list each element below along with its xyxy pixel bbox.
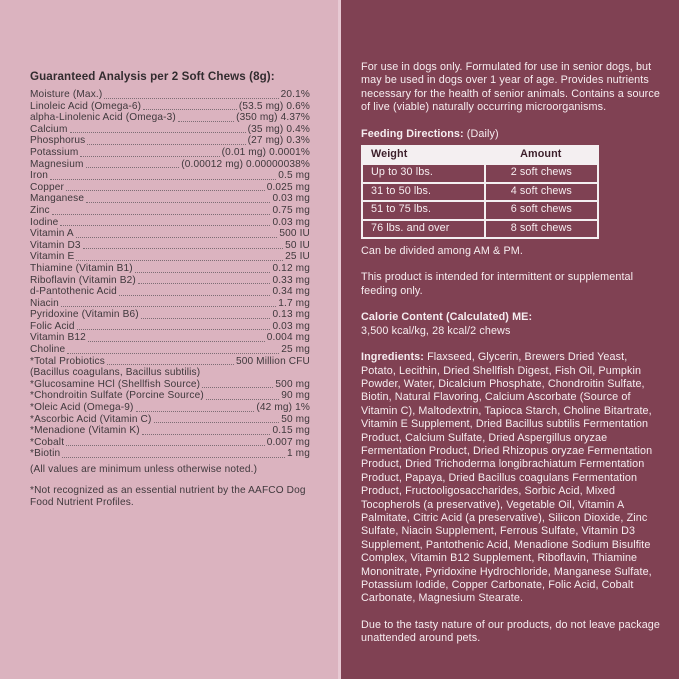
ga-row [30, 124, 310, 136]
ga-row [30, 332, 310, 344]
ga-row [30, 147, 310, 159]
dotted-leader [86, 202, 270, 203]
ga-row [30, 228, 310, 240]
dotted-leader [136, 411, 255, 412]
feeding-weight-cell: 51 to 75 lbs. [363, 202, 484, 218]
ga-row [30, 448, 310, 460]
calorie-content-heading: Calorie Content (Calculated) ME: [361, 311, 533, 324]
ga-row [30, 170, 310, 182]
dotted-leader [80, 156, 219, 157]
ga-row-label: Potassium [30, 146, 79, 158]
ga-row-label: d-Pantothenic Acid [30, 286, 117, 298]
dotted-leader [178, 121, 234, 122]
dotted-leader [88, 341, 265, 342]
ga-row [30, 101, 310, 113]
ga-row-value: 0.5 mg [278, 170, 310, 182]
ga-row [30, 251, 310, 263]
ga-row-value: (42 mg) 1% [256, 402, 310, 414]
usage-intro: For use in dogs only. Formulated for use in senior dogs, but may be used in dogs over 1 year of age. Provides nutrients necessary for the health of senior animals. Contains a source of live (viable) naturally occurring microorganisms. [361, 61, 660, 114]
feeding-amount-cell: 2 soft chews [486, 165, 597, 181]
ga-probiotics-species-note: (Bacillus coagulans, Bacillus subtilis) [30, 367, 201, 379]
feeding-amount-cell: 8 soft chews [486, 221, 597, 237]
feeding-amount-cell: 6 soft chews [486, 202, 597, 218]
feeding-table-header-row [363, 147, 597, 163]
ga-row [30, 159, 310, 171]
dotted-leader [60, 225, 270, 226]
ga-row-value: 0.75 mg [272, 204, 310, 216]
info-panel [341, 0, 679, 679]
ingredients-paragraph [361, 351, 660, 606]
feeding-weight-cell: 76 lbs. and over [363, 221, 484, 237]
ga-row-label: Moisture (Max.) [30, 89, 103, 100]
ga-row-label: Iron [30, 170, 48, 182]
ga-row-label: Choline [30, 344, 66, 356]
table-row [363, 202, 597, 218]
ga-row-label: *Total Probiotics [30, 355, 105, 367]
ga-row-label: Thiamine (Vitamin B1) [30, 262, 133, 274]
ga-row-label: Vitamin E [30, 251, 75, 263]
dotted-leader [135, 272, 271, 273]
ga-row-label: Copper [30, 181, 65, 193]
ga-row [30, 89, 310, 101]
ga-row-value: (27 mg) 0.3% [247, 135, 310, 147]
ga-row [30, 182, 310, 194]
ga-row-value: 0.13 mg [272, 309, 310, 321]
ga-row [30, 193, 310, 205]
ga-row-value: 25 IU [285, 251, 310, 263]
ga-row-value: (0.01 mg) 0.0001% [221, 146, 310, 158]
dotted-leader [142, 434, 271, 435]
dotted-leader [66, 445, 265, 446]
ga-row-value: 0.007 mg [266, 436, 310, 448]
ga-row-value: 50 IU [285, 239, 310, 251]
ga-row [30, 263, 310, 275]
ga-row-value: 0.004 mg [266, 332, 310, 344]
dotted-leader [61, 306, 276, 307]
ga-row [30, 437, 310, 449]
dotted-leader [67, 353, 279, 354]
dotted-leader [104, 98, 278, 99]
ga-row-label: *Oleic Acid (Omega-9) [30, 402, 134, 414]
ga-row [30, 309, 310, 321]
dotted-leader [70, 132, 246, 133]
ga-row-label: Linoleic Acid (Omega-6) [30, 100, 142, 112]
ga-row-value: 0.34 mg [272, 286, 310, 298]
ga-row-label: *Biotin [30, 448, 61, 460]
ga-row-label: Vitamin B12 [30, 332, 86, 344]
dotted-leader [76, 237, 278, 238]
ga-row [30, 286, 310, 298]
dotted-leader [138, 283, 271, 284]
dotted-leader [62, 457, 285, 458]
guaranteed-analysis-list [30, 89, 310, 460]
aafco-footnote: *Not recognized as an essential nutrient by the AAFCO Dog Food Nutrient Profiles. [30, 485, 306, 509]
ga-row [30, 356, 310, 368]
ga-row-value: 0.15 mg [272, 425, 310, 437]
table-row [363, 165, 597, 181]
ga-row-value: 0.33 mg [272, 274, 310, 286]
ga-row-label: *Menadione (Vitamin K) [30, 425, 140, 437]
ingredients-list: Flaxseed, Glycerin, Brewers Dried Yeast, Potato, Lecithin, Dried Shellfish Digest, Fish Oil, Pumpkin Powder, Water, Dicalcium Phosphate, Chondroitin Sulfate, Biotin, Natural Flavoring, Calcium Ascorbate (Source of Vitamin C), Maltodextrin, Tapioca Starch, Choline Bitartrate, Vitamin E Supplement, Dried Bacillus subtilis Fermentation Product, Calcium Sulfate, Dried Aspergillus oryzae Fermentation Product, Dried Rhizopus oryzae Fermentation Product, Dried Trichoderma longibrachiatum Fermentation Product, Papaya, Dried Bacillus coagulans Fermentation Product, Fructooligosaccharides, Sorbic Acid, Mixed Tocopherols (a preservative), Vegetable Oil, Vitamin A Palmitate, Citric Acid (a preservative), Silicon Dioxide, Zinc Sulfate, Niacin Supplement, Ferrous Sulfate, Vitamin D3 Supplement, Pantothenic Acid, Menadione Sodium Bisulfite Complex, Vitamin B12 Supplement, Riboflavin, Thiamine Mononitrate, Pyridoxine Hydrochloride, Manganese Sulfate, Potassium Iodide, Copper Carbonate, Folic Acid, Cobalt Carbonate, Magnesium Stearate. [361, 351, 653, 605]
ga-row-value: (35 mg) 0.4% [247, 123, 310, 135]
dotted-leader [202, 387, 273, 388]
dotted-leader [206, 399, 279, 400]
ga-row-value: 1 mg [286, 448, 310, 460]
ga-row-label: Zinc [30, 204, 50, 216]
ga-row-value: 50 mg [281, 413, 310, 425]
ga-row-label: Vitamin A [30, 228, 74, 240]
ga-row-value: 500 Million CFU [235, 355, 310, 367]
dotted-leader [76, 260, 283, 261]
dotted-leader [154, 422, 280, 423]
ga-row [30, 112, 310, 124]
ga-row [30, 321, 310, 333]
dotted-leader [87, 144, 245, 145]
ga-row [30, 390, 310, 402]
table-row [363, 184, 597, 200]
dotted-leader [141, 318, 271, 319]
ga-row [30, 344, 310, 356]
dotted-leader [143, 109, 237, 110]
ga-row-label: alpha-Linolenic Acid (Omega-3) [30, 112, 176, 124]
feeding-table-header-weight: Weight [371, 148, 408, 161]
guaranteed-analysis-panel [0, 0, 338, 679]
ga-row [30, 298, 310, 310]
ga-row-value: 0.025 mg [266, 181, 310, 193]
ga-row-label: Manganese [30, 193, 85, 205]
ga-row-value: 500 mg [275, 378, 310, 390]
divided-dose-note: Can be divided among AM & PM. [361, 245, 523, 258]
ga-row [30, 275, 310, 287]
ga-row [30, 205, 310, 217]
ga-row-value: (53.5 mg) 0.6% [238, 100, 310, 112]
calorie-content-value: 3,500 kcal/kg, 28 kcal/2 chews [361, 324, 511, 337]
ga-row-value: 25 mg [281, 344, 310, 356]
guaranteed-analysis-title: Guaranteed Analysis per 2 Soft Chews (8g): [30, 70, 275, 83]
ga-row [30, 217, 310, 229]
ga-row-value: 20.1% [280, 89, 310, 100]
dotted-leader [119, 295, 271, 296]
ga-row-value: 0.12 mg [272, 262, 310, 274]
dotted-leader [52, 214, 271, 215]
ingredients-label: Ingredients: [361, 351, 424, 364]
ga-row [30, 240, 310, 252]
ga-row-label: Niacin [30, 297, 59, 309]
ga-row [30, 402, 310, 414]
dotted-leader [66, 190, 265, 191]
ga-row-label: *Cobalt [30, 436, 65, 448]
ga-row-label: Vitamin D3 [30, 239, 81, 251]
ga-row-value: 90 mg [281, 390, 310, 402]
ga-row-label: *Ascorbic Acid (Vitamin C) [30, 413, 152, 425]
package-warning: Due to the tasty nature of our products, do not leave package unattended around pets. [361, 618, 661, 645]
dotted-leader [86, 167, 180, 168]
ga-row-label: Calcium [30, 123, 68, 135]
ga-row-value: 0.03 mg [272, 193, 310, 205]
ga-row-label: Magnesium [30, 158, 84, 170]
ga-row-value: 0.03 mg [272, 216, 310, 228]
ga-row [30, 414, 310, 426]
feeding-table-header-amount: Amount [520, 148, 562, 161]
ga-row-label: Pyridoxine (Vitamin B6) [30, 309, 139, 321]
dotted-leader [77, 329, 271, 330]
feeding-table [361, 145, 599, 239]
feeding-directions-heading [361, 128, 660, 141]
feeding-amount-cell: 4 soft chews [486, 184, 597, 200]
ga-row-label: Folic Acid [30, 320, 75, 332]
minimum-values-note: (All values are minimum unless otherwise noted.) [30, 464, 258, 475]
ga-row-value: (0.00012 mg) 0.00000038% [181, 158, 310, 170]
feeding-directions-frequency: (Daily) [466, 127, 499, 140]
ga-row [30, 425, 310, 437]
ga-row-value: (350 mg) 4.37% [236, 112, 310, 124]
intermittent-feeding-note: This product is intended for intermittent or supplemental feeding only. [361, 271, 634, 297]
dotted-leader [107, 364, 234, 365]
ga-row-value: 500 IU [279, 228, 310, 240]
ga-row-label: *Chondroitin Sulfate (Porcine Source) [30, 390, 204, 402]
ga-row-label: Phosphorus [30, 135, 86, 147]
ga-row [30, 379, 310, 391]
ga-row-label: *Glucosamine HCl (Shellfish Source) [30, 378, 201, 390]
table-row [363, 221, 597, 237]
ga-row-value: 0.03 mg [272, 320, 310, 332]
ga-row-label: Iodine [30, 216, 59, 228]
feeding-weight-cell: 31 to 50 lbs. [363, 184, 484, 200]
ga-row [30, 135, 310, 147]
feeding-directions-label: Feeding Directions: [361, 127, 464, 140]
dotted-leader [50, 179, 276, 180]
feeding-weight-cell: Up to 30 lbs. [363, 165, 484, 181]
ga-row-value: 1.7 mg [278, 297, 310, 309]
ga-row-label: Riboflavin (Vitamin B2) [30, 274, 136, 286]
dotted-leader [83, 248, 283, 249]
